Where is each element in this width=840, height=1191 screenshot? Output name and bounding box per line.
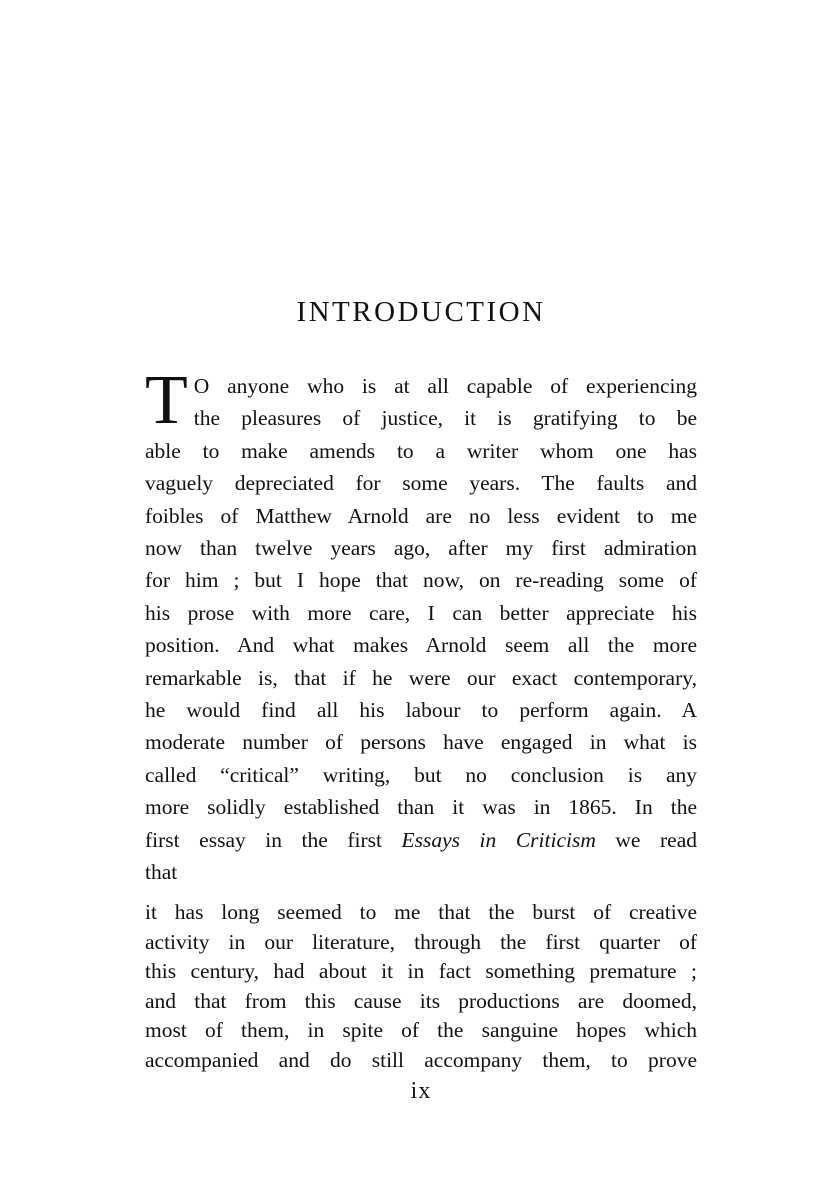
text-line: foibles of Matthew Arnold are no less evident to me bbox=[145, 503, 697, 528]
quote-line: this century, had about it in fact something premature ; bbox=[145, 959, 697, 984]
page-number: ix bbox=[410, 1078, 432, 1104]
text-line: his prose with more care, I can better appreciate his bbox=[145, 600, 697, 625]
text-line: now than twelve years ago, after my first admiration bbox=[145, 536, 697, 561]
text-line: O anyone who is at all capable of experiencing bbox=[193, 374, 697, 398]
text-line: for him ; but I hope that now, on re-reading some of bbox=[145, 568, 697, 593]
text-line: that bbox=[145, 860, 178, 885]
text-line: called “critical” writing, but no conclusion is any bbox=[145, 762, 697, 787]
block-quote bbox=[145, 898, 697, 1076]
text-fragment: we read bbox=[595, 827, 697, 852]
quote-line: and that from this cause its productions are doomed, bbox=[145, 988, 697, 1013]
intro-paragraph bbox=[145, 362, 697, 889]
text-line: the pleasures of justice, it is gratifying to be bbox=[193, 406, 697, 431]
text-line: able to make amends to a writer whom one has bbox=[145, 438, 697, 463]
text-line: he would find all his labour to perform again. A bbox=[145, 698, 697, 723]
drop-cap: T bbox=[145, 362, 188, 439]
book-title: Essays in Criticism bbox=[401, 827, 596, 852]
quote-line: activity in our literature, through the first quarter of bbox=[145, 929, 697, 954]
text-line: remarkable is, that if he were our exact contemporary, bbox=[145, 665, 697, 690]
text-line: more solidly established than it was in 1865. In the bbox=[145, 795, 697, 820]
quote-line: accompanied and do still accompany them, to prove bbox=[145, 1047, 697, 1072]
text-line: moderate number of persons have engaged in what is bbox=[145, 730, 697, 755]
quote-line: it has long seemed to me that the burst of creative bbox=[145, 900, 697, 924]
text-line bbox=[145, 824, 697, 856]
quote-line: most of them, in spite of the sanguine hopes which bbox=[145, 1018, 697, 1043]
text-line: position. And what makes Arnold seem all the more bbox=[145, 633, 697, 658]
text-line: vaguely depreciated for some years. The faults and bbox=[145, 471, 697, 496]
text-fragment: first essay in the first bbox=[145, 827, 402, 852]
page-title: INTRODUCTION bbox=[296, 296, 546, 328]
